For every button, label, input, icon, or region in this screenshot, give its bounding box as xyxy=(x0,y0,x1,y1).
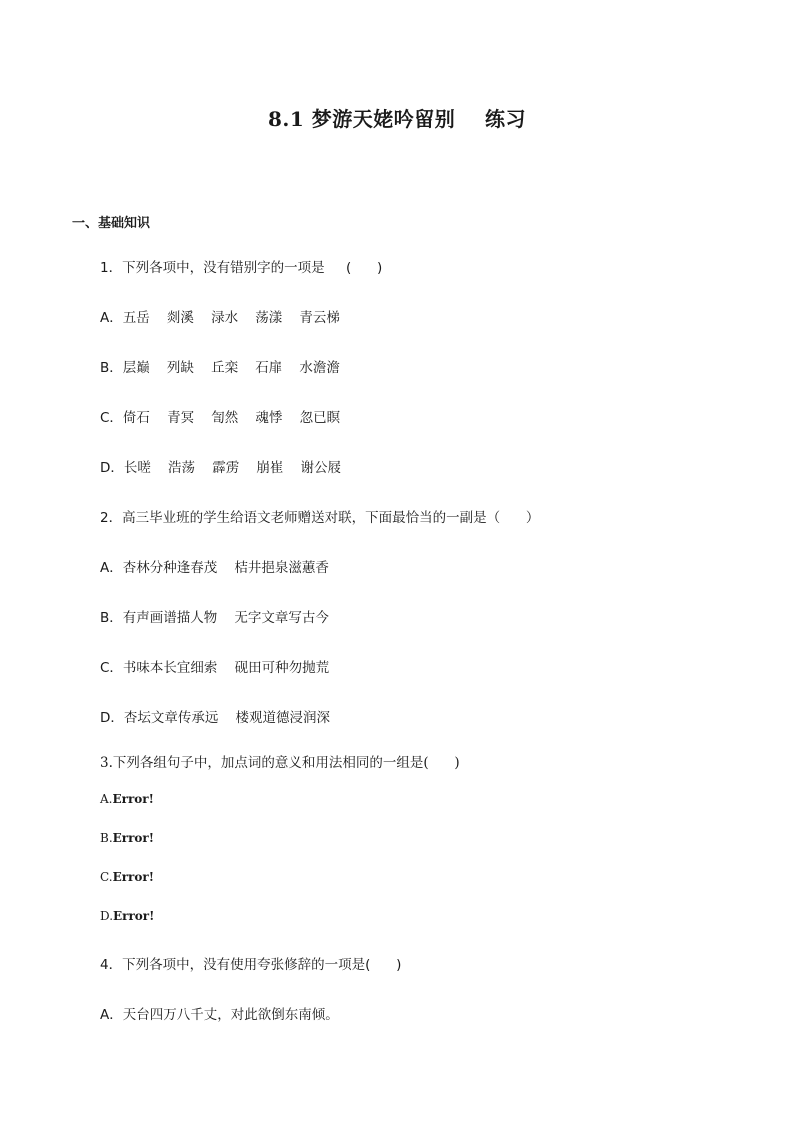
question-3-option-c xyxy=(100,870,154,884)
option-letter: D. xyxy=(100,909,114,923)
question-2-option-a: A．杏林分种逢春茂 桔井挹泉滋蕙香 xyxy=(100,560,329,576)
question-2-stem: 2．高三毕业班的学生给语文老师赠送对联，下面最恰当的一副是（ ） xyxy=(100,510,540,526)
question-4-stem: 4．下列各项中，没有使用夸张修辞的一项是( ) xyxy=(100,957,402,973)
error-text: Error! xyxy=(113,909,155,923)
question-1-stem: 1．下列各项中，没有错别字的一项是 ( ) xyxy=(100,260,383,276)
question-2-option-c: C．书味本长宜细索 砚田可种勿抛荒 xyxy=(100,660,330,676)
question-4-option-a: A．天台四万八千丈，对此欲倒东南倾。 xyxy=(100,1007,339,1023)
question-3-option-a xyxy=(100,792,154,806)
question-3-option-d xyxy=(100,909,154,923)
option-letter: B. xyxy=(100,831,113,845)
question-3-option-b xyxy=(100,831,154,845)
question-1-option-b: B．层巅 列缺 丘栾 石扉 水澹澹 xyxy=(100,360,340,376)
question-1-option-d: D．长嗟 浩荡 霹雳 崩崔 谢公屐 xyxy=(100,460,342,476)
question-1-option-c: C．倚石 青冥 訇然 魂悸 忽已瞑 xyxy=(100,410,341,426)
question-2-option-b: B．有声画谱描人物 无字文章写古今 xyxy=(100,610,329,626)
option-letter: C. xyxy=(100,870,113,884)
error-text: Error! xyxy=(112,870,154,884)
question-1-option-a: A．五岳 剡溪 渌水 荡漾 青云梯 xyxy=(100,310,340,326)
question-3-stem: 3.下列各组句子中，加点词的意义和用法相同的一组是( ) xyxy=(100,755,460,771)
question-2-option-d: D．杏坛文章传承远 楼观道德浸润深 xyxy=(100,710,331,726)
option-letter: A. xyxy=(100,792,113,806)
error-text: Error! xyxy=(112,831,155,845)
page-title: 8.1 梦游天姥吟留别 练习 xyxy=(267,107,527,131)
section-heading: 一、基础知识 xyxy=(72,216,151,231)
error-text: Error! xyxy=(112,792,154,806)
